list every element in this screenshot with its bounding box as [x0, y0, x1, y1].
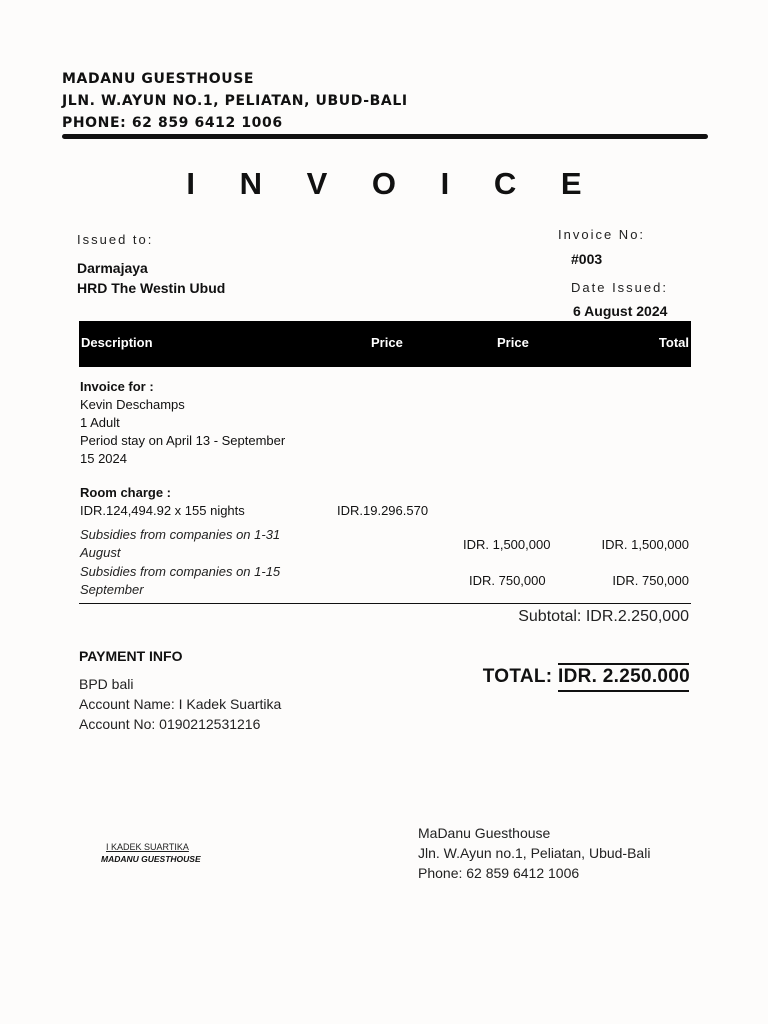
table-row — [80, 526, 280, 562]
grand-total: TOTAL: IDR. 2.250.000 — [482, 666, 690, 687]
date-issued-label: Date Issued: — [571, 280, 668, 295]
col-description: Description — [81, 335, 153, 350]
row-desc-line2: August — [80, 545, 121, 560]
account-name: Account Name: I Kadek Suartika — [79, 696, 282, 712]
row-total: IDR. 750,000 — [612, 573, 689, 588]
stay-period-end: 15 2024 — [80, 451, 127, 466]
invoice-number-label: Invoice No: — [558, 227, 646, 242]
issued-to-label: Issued to: — [77, 232, 154, 247]
footer-phone: Phone: 62 859 6412 1006 — [418, 865, 580, 881]
bank-name: BPD bali — [79, 676, 134, 692]
table-header — [79, 321, 691, 367]
total-top-line — [558, 663, 689, 665]
issued-to-company: HRD The Westin Ubud — [77, 280, 226, 296]
invoice-number: #003 — [571, 251, 603, 267]
col-price: Price — [371, 335, 403, 350]
invoice-for-block — [80, 378, 320, 468]
header-divider — [62, 134, 708, 139]
business-address: JLN. W.AYUN NO.1, PELIATAN, UBUD-BALI — [62, 93, 408, 109]
issued-to-name: Darmajaya — [77, 260, 148, 276]
signature-name: I KADEK SUARTIKA — [106, 842, 189, 852]
subtotal: Subtotal: IDR.2.250,000 — [518, 608, 689, 625]
stay-period: Period stay on April 13 - September — [80, 433, 286, 448]
footer-contact — [418, 823, 650, 883]
row-desc-line1: Subsidies from companies on 1-31 — [80, 527, 281, 542]
row-total: IDR. 1,500,000 — [601, 537, 689, 552]
footer-address: Jln. W.Ayun no.1, Peliatan, Ubud-Bali — [418, 845, 651, 861]
signature-company: MADANU GUESTHOUSE — [101, 854, 201, 864]
room-charge-label: Room charge : — [80, 485, 172, 500]
footer-name: MaDanu Guesthouse — [418, 825, 551, 841]
table-bottom-divider — [79, 603, 691, 604]
payment-info — [79, 674, 281, 734]
col-price-2: Price — [497, 335, 529, 350]
date-issued: 6 August 2024 — [573, 303, 668, 319]
account-number: Account No: 0190212531216 — [79, 716, 261, 732]
row-desc-line2: September — [80, 582, 144, 597]
payment-info-heading: PAYMENT INFO — [79, 648, 183, 664]
total-bottom-line — [558, 690, 689, 692]
table-row — [80, 563, 280, 599]
room-charge-price: IDR.19.296.570 — [337, 503, 429, 518]
guest-name: Kevin Deschamps — [80, 397, 185, 412]
invoice-title: I N V O I C E — [186, 166, 600, 201]
guest-count: 1 Adult — [80, 415, 120, 430]
col-total: Total — [658, 335, 689, 350]
row-price: IDR. 1,500,000 — [463, 537, 551, 552]
business-name: MADANU GUESTHOUSE — [62, 71, 255, 87]
invoice-for-label: Invoice for : — [80, 379, 154, 394]
business-phone: PHONE: 62 859 6412 1006 — [62, 115, 283, 131]
row-desc-line1: Subsidies from companies on 1-15 — [80, 564, 281, 579]
room-charge-desc: IDR.124,494.92 x 155 nights — [80, 503, 245, 518]
row-price: IDR. 750,000 — [469, 573, 546, 588]
